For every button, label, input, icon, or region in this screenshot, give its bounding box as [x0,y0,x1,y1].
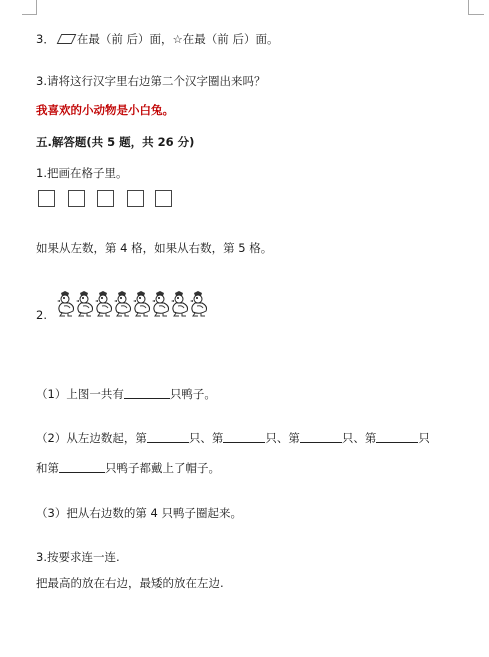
sub2-text-g: 只鸭子都戴上了帽子。 [105,461,220,475]
duck-icon[interactable] [75,291,95,317]
corner-mark-right-vertical [468,0,469,14]
sentence-red: 我喜欢的小动物是小白兔。 [36,103,174,117]
duck-icon[interactable] [189,291,209,317]
question-3-parallelogram-star [36,32,278,46]
answer-blank[interactable] [59,461,105,473]
question-2-sub3: （3）把从右边数的第 4 只鸭子圈起来。 [36,506,242,520]
sub2-text-c: 只、第 [265,431,300,445]
question-2-sub2 [36,431,430,445]
grid-box[interactable] [38,190,55,207]
question-1-title: 1.把画在格子里。 [36,166,128,180]
question-2-label: 2. [36,308,47,322]
answer-blank[interactable] [124,387,170,399]
grid-box[interactable] [155,190,172,207]
question-2-sub1 [36,387,216,401]
answer-blank[interactable] [376,431,418,443]
question-3-connect-title: 3.按要求连一连. [36,550,120,564]
question-text-part2: 在最（前 后）面。 [182,32,279,46]
question-3-hanzi: 3.请将这行汉字里右边第二个汉字圈出来吗？ [36,74,266,88]
grid-box[interactable] [68,190,85,207]
duck-icon[interactable] [170,291,190,317]
question-2-sub2-continued [36,461,220,475]
parallelogram-icon [56,34,76,44]
duck-icon[interactable] [113,291,133,317]
sub1-text-b: 只鸭子。 [169,387,216,401]
question-text-part1: 在最（前 后）面， [76,32,173,46]
duck-icon[interactable] [151,291,171,317]
sub2-text-e: 只 [418,431,430,445]
question-number: 3． [36,32,55,46]
sub2-text-f: 和第 [36,461,59,475]
corner-mark-left-horizontal [22,14,37,15]
grid-box[interactable] [97,190,114,207]
answer-blank[interactable] [147,431,189,443]
section-5-title: 五.解答题(共 5 题，共 26 分) [36,135,195,149]
duck-icon[interactable] [132,291,152,317]
question-3-connect-text: 把最高的放在右边，最矮的放在左边. [36,576,224,590]
answer-blank[interactable] [223,431,265,443]
sub2-text-d: 只、第 [341,431,377,445]
sub2-text-b: 只、第 [188,431,224,445]
sub1-text-a: （1）上图一共有 [36,387,124,401]
corner-mark-right-horizontal [468,14,484,15]
answer-blank[interactable] [300,431,342,443]
star-icon: ☆ [172,32,183,46]
question-1-text: 如果从左数，第 4 格，如果从右数，第 5 格。 [36,241,273,255]
corner-mark-left-vertical [36,0,37,14]
grid-box[interactable] [127,190,144,207]
duck-icon[interactable] [94,291,114,317]
sub2-text-a: （2）从左边数起，第 [36,431,147,445]
duck-icon[interactable] [56,291,76,317]
